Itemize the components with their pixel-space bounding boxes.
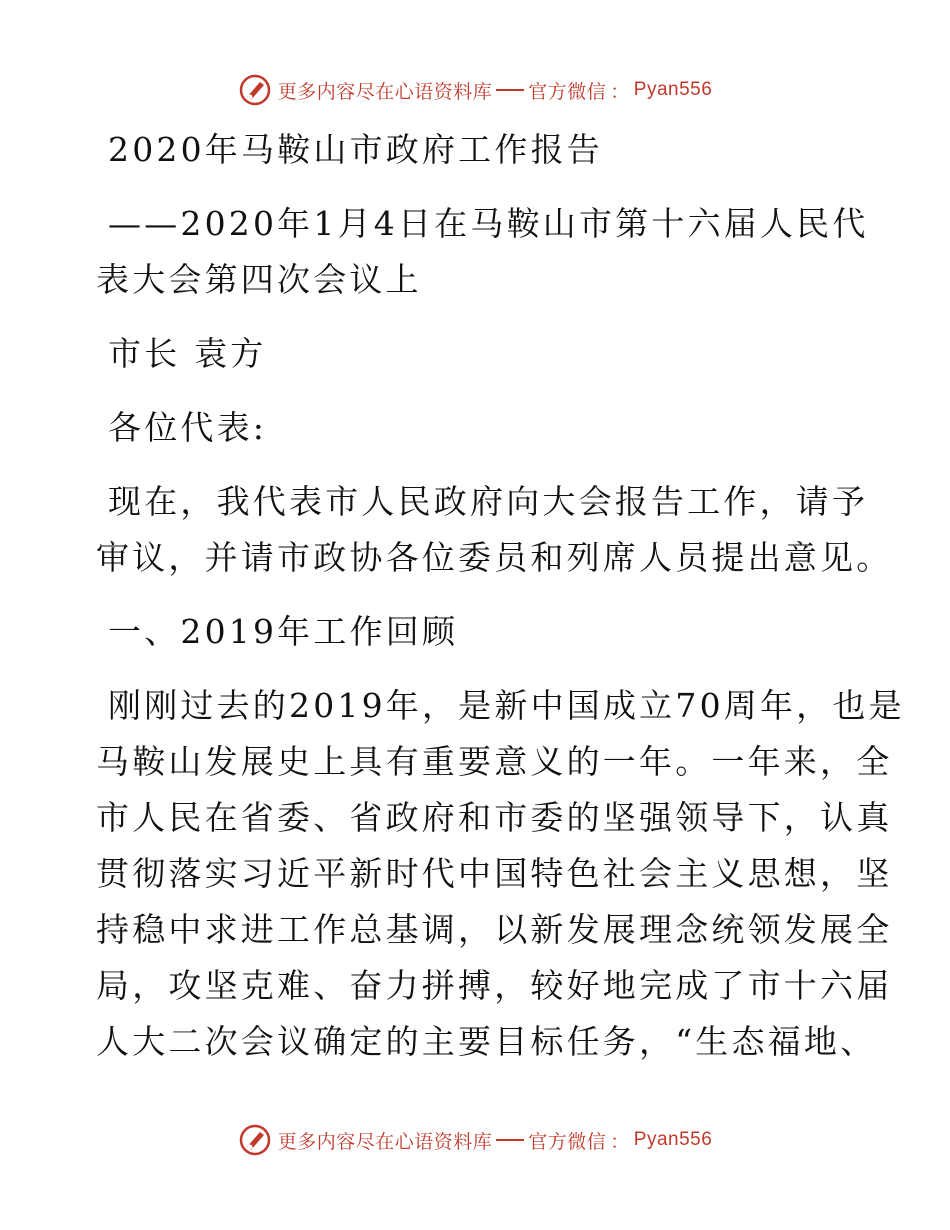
document-body — [96, 122, 905, 1070]
pen-logo-icon — [238, 73, 272, 107]
body-line-7: 人大二次会议确定的主要目标任务，“生态福地、 — [96, 1022, 877, 1061]
body-line-1: 刚刚过去的2019年，是新中国成立70周年，也是 — [108, 686, 905, 725]
intro-line-1: 现在，我代表市人民政府向大会报告工作，请予 — [108, 482, 869, 521]
watermark-official: 官方微信 — [528, 1130, 607, 1153]
watermark-wechat-id: Pyan556 — [633, 79, 713, 100]
body-line-5: 持稳中求进工作总基调，以新发展理念统领发展全 — [96, 910, 893, 949]
speaker: 市长 袁方 — [108, 334, 267, 373]
document-title: 2020年马鞍山市政府工作报告 — [108, 130, 603, 169]
watermark-separator: ： — [610, 80, 630, 103]
subtitle-line-2: 表大会第四次会议上 — [96, 260, 422, 299]
pen-logo-icon — [238, 1123, 272, 1157]
body-line-2: 马鞍山发展史上具有重要意义的一年。一年来，全 — [96, 742, 893, 781]
watermark-wechat-id: Pyan556 — [633, 1129, 713, 1150]
subtitle-line-1: ——2020年1月4日在马鞍山市第十六届人民代 — [108, 204, 869, 243]
watermark-separator: ： — [610, 1130, 630, 1153]
watermark-text: 更多内容尽在心语资料库 — [277, 1130, 493, 1153]
watermark-dash — [496, 1139, 524, 1141]
header-watermark — [0, 70, 950, 110]
body-line-4: 贯彻落实习近平新时代中国特色社会主义思想，坚 — [96, 854, 893, 893]
watermark-official: 官方微信 — [528, 80, 607, 103]
footer-watermark — [0, 1120, 950, 1160]
watermark-dash — [496, 89, 524, 91]
intro-line-2: 审议，并请市政协各位委员和列席人员提出意见。 — [96, 538, 893, 577]
salutation: 各位代表: — [108, 408, 268, 447]
section-heading: 一、2019年工作回顾 — [108, 612, 459, 651]
body-line-6: 局，攻坚克难、奋力拼搏，较好地完成了市十六届 — [96, 966, 893, 1005]
body-line-3: 市人民在省委、省政府和市委的坚强领导下，认真 — [96, 798, 893, 837]
watermark-text: 更多内容尽在心语资料库 — [277, 80, 493, 103]
